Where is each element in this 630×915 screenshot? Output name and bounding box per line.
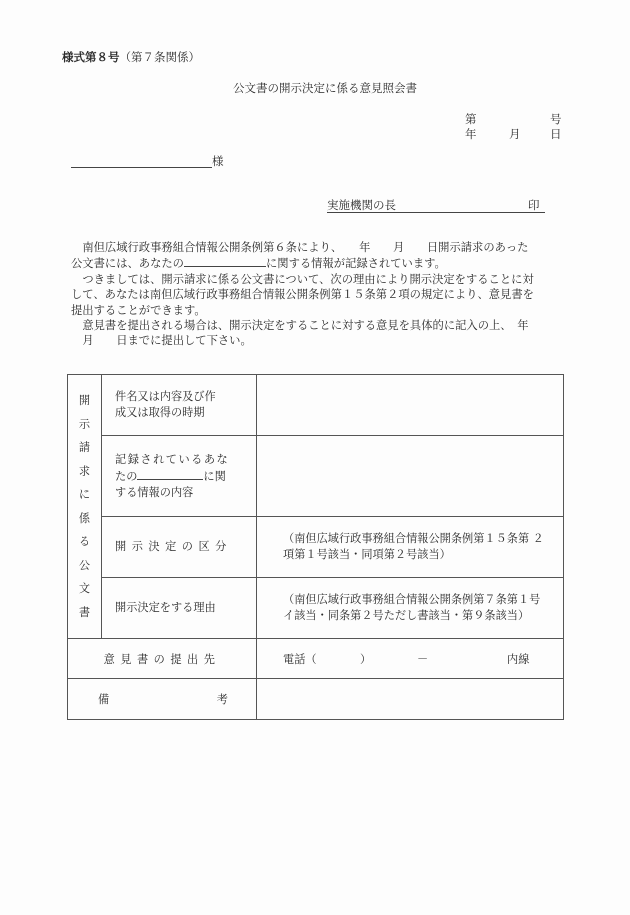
label-line: 件名又は内容及び作 (115, 390, 216, 403)
group-char: 公 (78, 558, 91, 572)
seal-mark: 印 (528, 198, 540, 212)
group-char: 求 (78, 464, 91, 478)
phone-label: 電話（ (283, 652, 317, 666)
label-line: たの (115, 469, 138, 483)
doc-number-prefix: 第 (465, 112, 477, 126)
value-line: （南但広域行政事務組合情報公開条例第７条第１号 (283, 593, 541, 606)
group-char: 請 (78, 441, 91, 454)
group-char: に (78, 488, 91, 501)
para3-line1: 意見書を提出される場合は、開示決定をすることに対する意見を具体的に記入の上、 年 (82, 319, 529, 333)
row-label-decision-type: 開示決定の区分 (102, 517, 257, 578)
label-line: 記録されているあな (115, 452, 230, 466)
submit-to-label: 意見書の提出先 (68, 639, 257, 679)
phone-close: ） (360, 652, 372, 666)
group-char: 示 (78, 417, 91, 431)
para1-line2a: 公文書には、あなたの (71, 257, 184, 271)
para3-line2: 月 日までに提出して下さい。 (82, 334, 252, 348)
document-title: 公文書の開示決定に係る意見照会書 (233, 81, 417, 95)
value-line: （南但広域行政事務組合情報公開条例第１５条第 ２ (283, 532, 544, 545)
date-month: 月 (509, 127, 521, 141)
row-value-title[interactable] (257, 375, 564, 436)
row-value-decision-reason (257, 578, 564, 639)
remarks-char: 考 (216, 693, 228, 706)
extension-label: 内線 (507, 652, 530, 666)
para2-line2: して、あなたは南但広域行政事務組合情報公開条例第１５条第２項の規定により、意見書を (71, 288, 534, 302)
submit-to-value[interactable] (257, 639, 564, 679)
para1-line2b: に関する情報が記録されています。 (265, 257, 446, 271)
body-text (71, 240, 563, 349)
value-line: 項第１号該当・同項第２号該当） (283, 548, 451, 561)
para1-line1: 南但広域行政事務組合情報公開条例第６条により、 年 月 日開示請求のあった (82, 241, 529, 254)
row-label-title (102, 375, 257, 436)
label-line: 成又は取得の時期 (115, 406, 205, 419)
addressee-honorific: 様 (212, 154, 224, 168)
group-char: 書 (78, 605, 91, 619)
label-line: する情報の内容 (115, 485, 194, 499)
sender-label: 実施機関の長 (327, 198, 396, 212)
para2-line1: つきましては、開示請求に係る公文書について、次の理由により開示決定をすることに対 (82, 272, 534, 286)
row-value-decision-type (257, 517, 564, 578)
opinion-table (67, 374, 564, 720)
group-label-cell (68, 375, 102, 639)
remarks-char: 備 (98, 693, 110, 706)
remarks-value[interactable] (257, 679, 564, 720)
row-label-recorded-info (102, 436, 257, 517)
remarks-label (68, 679, 257, 720)
label-line: に関 (203, 469, 226, 483)
date-year: 年 (465, 127, 477, 141)
group-char: 開 (78, 394, 91, 407)
doc-number-suffix: 号 (550, 112, 562, 126)
form-number: 様式第８号（第７条関係） (62, 50, 200, 64)
info-blank[interactable] (137, 468, 203, 480)
row-label-decision-reason: 開示決定をする理由 (102, 578, 257, 639)
addressee-blank[interactable] (71, 167, 212, 168)
para2-line3: 提出することができます。 (71, 303, 206, 317)
value-line: イ該当・同条第２号ただし書該当・第９条該当） (283, 609, 530, 622)
row-value-recorded-info[interactable] (257, 436, 564, 517)
phone-dash: － (417, 652, 429, 666)
group-char: 文 (78, 582, 91, 595)
info-blank[interactable] (184, 255, 266, 267)
group-char: る (78, 535, 91, 548)
date-day: 日 (550, 127, 562, 141)
group-char: 係 (78, 511, 91, 525)
